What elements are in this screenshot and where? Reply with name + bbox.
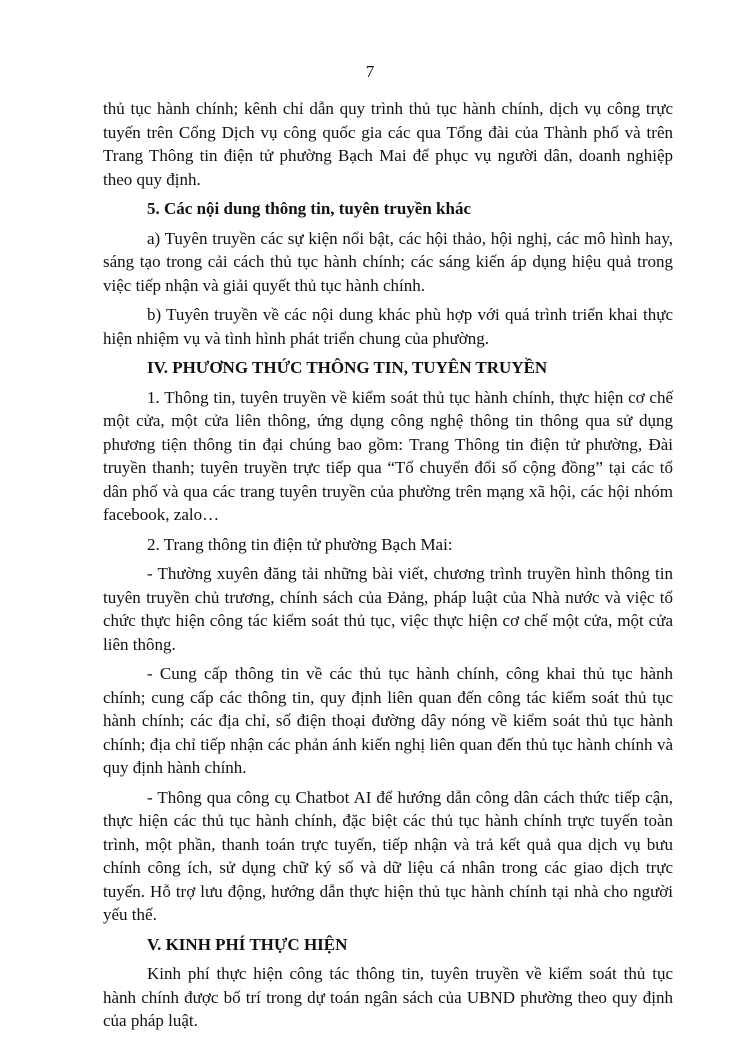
heading-section-iv: IV. PHƯƠNG THỨC THÔNG TIN, TUYÊN TRUYỀN xyxy=(147,358,548,377)
paragraph-iv-2: 2. Trang thông tin điện tử phường Bạch Mai: xyxy=(147,534,453,554)
paragraph-funding: Kinh phí thực hiện công tác thông tin, tuyên truyền về kiểm soát thủ tục hành chính được bố trí trong dự toán ngân sách của UBND phường theo quy định của pháp luật. xyxy=(103,964,673,1030)
page-number: 7 xyxy=(365,62,375,81)
paragraph-bullet-posting: - Thường xuyên đăng tải những bài viết, chương trình truyền hình thông tin tuyên truyền chủ trương, chính sách của Đảng, pháp luật của Nhà nước và việc tổ chức thực hiện công tác kiểm soát thủ tục, việc thực hiện cơ chế một cửa, một cửa liên thông. xyxy=(103,564,673,654)
paragraph-item-b: b) Tuyên truyền về các nội dung khác phù hợp với quá trình triển khai thực hiện nhiệm vụ và tình hình phát triển chung của phường. xyxy=(103,305,673,348)
document-body xyxy=(103,97,673,1033)
paragraph-administrative-channels: thủ tục hành chính; kênh chỉ dẫn quy trình thủ tục hành chính, dịch vụ công trực tuyến trên Cổng Dịch vụ công quốc gia các qua Tổng đài của Thành phố và trên Trang Thông tin điện tử phường Bạch Mai để phục vụ người dân, doanh nghiệp theo quy định. xyxy=(103,99,673,189)
paragraph-iv-1: 1. Thông tin, tuyên truyền về kiểm soát thủ tục hành chính, thực hiện cơ chế một cửa, một cửa liên thông, ứng dụng công nghệ thông tin thông qua sử dụng phương tiện thông tin đại chúng bao gồm: Trang Thông tin điện tử phường, Đài truyền thanh; tuyên truyền trực tiếp qua “Tổ chuyển đổi số cộng đồng” tại các tổ dân phố và qua các trang tuyên truyền của phường trên mạng xã hội, các hội nhóm facebook, zalo… xyxy=(103,387,673,524)
paragraph-bullet-provide-info: - Cung cấp thông tin về các thủ tục hành chính, công khai thủ tục hành chính; cung cấp các thông tin, quy định liên quan đến công tác kiểm soát thủ tục hành chính; các địa chỉ, số điện thoại đường dây nóng về kiểm soát thủ tục hành chính; địa chỉ tiếp nhận các phản ánh kiến nghị liên quan đến thủ tục hành chính và quy định hành chính. xyxy=(103,664,673,777)
paragraph-item-a: a) Tuyên truyền các sự kiện nổi bật, các hội thảo, hội nghị, các mô hình hay, sáng tạo trong cải cách thủ tục hành chính; các sáng kiến áp dụng hiệu quả trong việc tiếp nhận và giải quyết thủ tục hành chính. xyxy=(103,228,673,295)
paragraph-bullet-chatbot: - Thông qua công cụ Chatbot AI để hướng dẫn công dân cách thức tiếp cận, thực hiện các thủ tục hành chính, đặc biệt các thủ tục hành chính trực tuyến toàn trình, một phần, thanh toán trực tuyến, tiếp nhận và trả kết quả qua dịch vụ bưu chính công ích, sử dụng chữ ký số và dữ liệu cá nhân trong các giao dịch trực tuyến. Hỗ trợ lưu động, hướng dẫn thực hiện thủ tục hành chính tại nhà cho người yếu thế. xyxy=(103,787,673,924)
heading-section-v: V. KINH PHÍ THỰC HIỆN xyxy=(147,934,348,954)
heading-other-content: 5. Các nội dung thông tin, tuyên truyền khác xyxy=(147,199,472,218)
